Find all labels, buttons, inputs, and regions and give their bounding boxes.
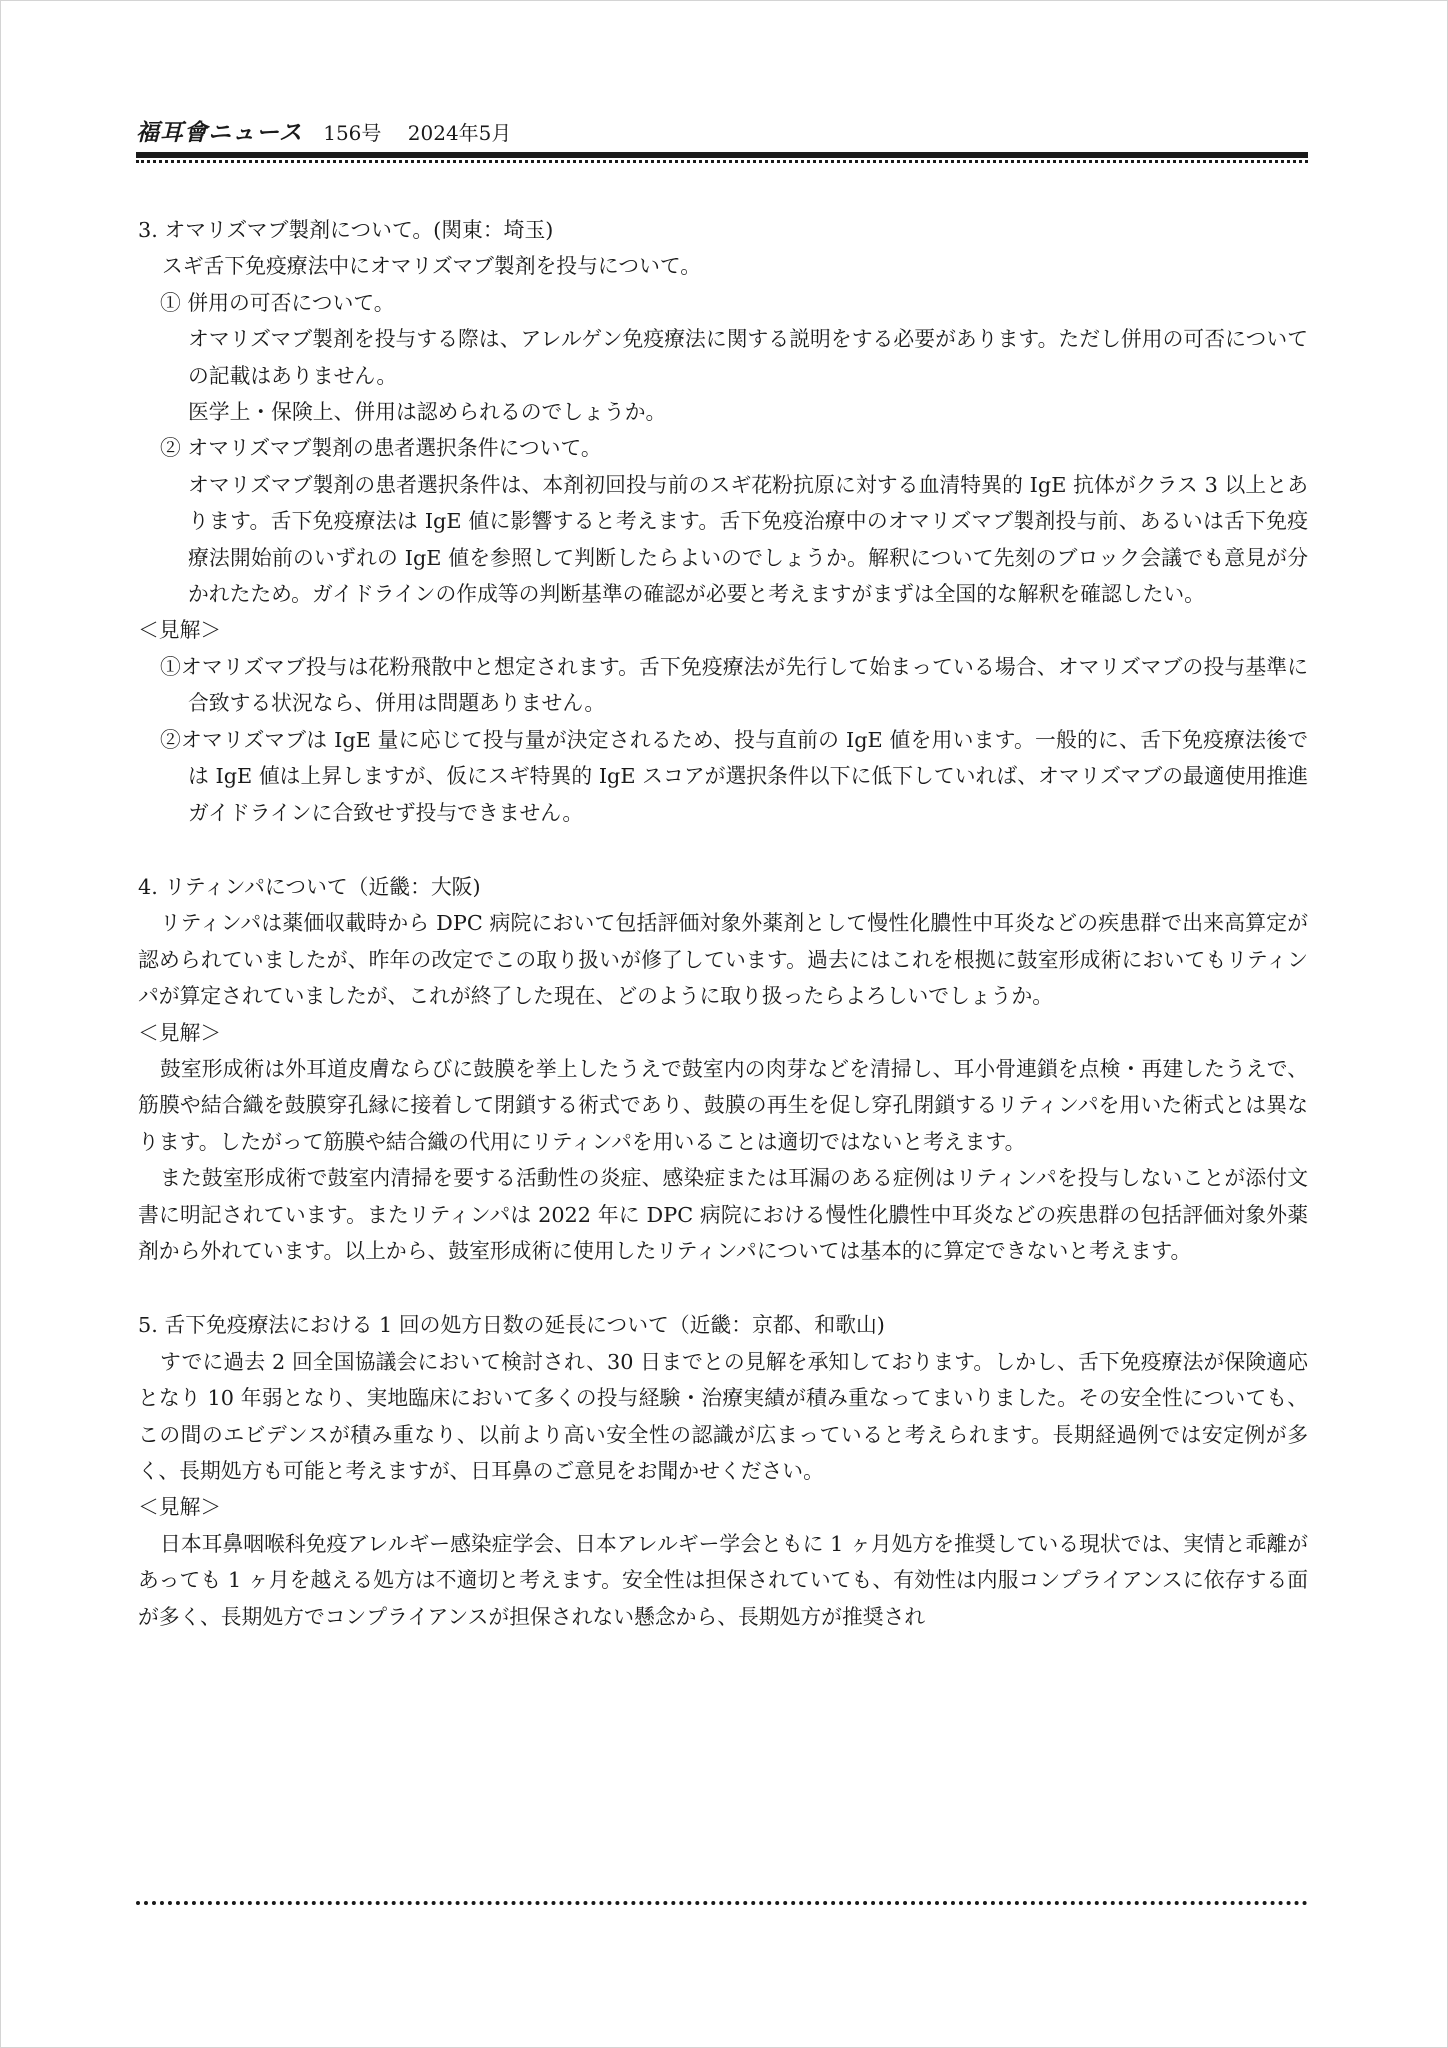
question-intro: スギ舌下免疫療法中にオマリズマブ製剤を投与について。 — [162, 254, 702, 279]
question-paragraph: オマリズマブ製剤を投与する際は、アレルゲン免疫療法に関する説明をする必要があります。ただし併用の可否についての記載はありません。 — [188, 327, 1308, 388]
question-paragraph: すでに過去 2 回全国協議会において検討され、30 日までとの見解を承知しております。しかし、舌下免疫療法が保険適応となり 10 年弱となり、実地臨床において多くの投与経験・治療実績が積み重なってまいりました。その安全性についても、この間のエビデンスが積み重なり、以前より高い安全性の認識が広まっていると考えられます。長期経過例では安定例が多く、長期処方も可能と考えますが、日耳鼻のご意見をお聞かせください。 — [138, 1349, 1308, 1483]
section-4 — [138, 869, 1308, 1269]
opinion-label: ＜見解＞ — [138, 1495, 222, 1520]
issue-date: 2024年5月 — [407, 121, 512, 145]
section-title: 3. オマリズマブ製剤について。(関東：埼玉) — [138, 218, 554, 242]
page-header — [136, 118, 1308, 148]
question-item-label: ② オマリズマブ製剤の患者選択条件について。 — [160, 436, 602, 461]
opinion-paragraph: 日本耳鼻咽喉科免疫アレルギー感染症学会、日本アレルギー学会ともに 1 ヶ月処方を推奨している現状では、実情と乖離があっても 1 ヶ月を越える処方は不適切と考えます。安全性は担保されていても、有効性は内服コンプライアンスに依存する面が多く、長期処方でコンプライアンスが担保されない懸念から、長期処方が推奨され — [138, 1531, 1308, 1629]
opinion-paragraph: また鼓室形成術で鼓室内清掃を要する活動性の炎症、感染症または耳漏のある症例はリティンパを投与しないことが添付文書に明記されています。またリティンパは 2022 年に DPC 病院における慢性化膿性中耳炎などの疾患群の包括評価対象外薬剤から外れています。以上から、鼓室形成術に使用したリティンパについては基本的に算定できないと考えます。 — [138, 1166, 1308, 1263]
question-paragraph: リティンパは薬価収載時から DPC 病院において包括評価対象外薬剤として慢性化膿性中耳炎などの疾患群で出来高算定が認められていましたが、昨年の改定でこの取り扱いが修了しています。過去にはこれを根拠に鼓室形成術においてもリティンパが算定されていましたが、これが終了した現在、どのように取り扱ったらよろしいでしょうか。 — [138, 911, 1308, 1009]
opinion-label: ＜見解＞ — [138, 1020, 222, 1045]
section-title: 5. 舌下免疫療法における 1 回の処方日数の延長について（近畿：京都、和歌山) — [138, 1313, 885, 1338]
opinion-paragraph: 鼓室形成術は外耳道皮膚ならびに鼓膜を挙上したうえで鼓室内の肉芽などを清掃し、耳小骨連鎖を点検・再建したうえで、筋膜や結合織を鼓膜穿孔縁に接着して閉鎖する術式であり、鼓膜の再生を促し穿孔閉鎖するリティンパを用いた術式とは異なります。したがって筋膜や結合織の代用にリティンパを用いることは適切ではないと考えます。 — [138, 1056, 1308, 1154]
footer-rule-dotted — [136, 1901, 1308, 1905]
header-rule-thick — [136, 152, 1308, 158]
question-paragraph: 医学上・保険上、併用は認められるのでしょうか。 — [188, 400, 667, 425]
issue-number: 156号 — [323, 121, 382, 145]
section-spacer — [138, 1269, 1308, 1307]
section-spacer — [138, 831, 1308, 869]
section-5 — [138, 1307, 1308, 1635]
article-body — [138, 212, 1308, 1635]
header-rule-dotted — [136, 160, 1308, 163]
opinion-paragraph: ①オマリズマブ投与は花粉飛散中と想定されます。舌下免疫療法が先行して始まっている場合、オマリズマブの投与基準に合致する状況なら、併用は問題ありません。 — [160, 654, 1308, 716]
question-paragraph: オマリズマブ製剤の患者選択条件は、本剤初回投与前のスギ花粉抗原に対する血清特異的 IgE 抗体がクラス 3 以上とあります。舌下免疫療法は IgE 値に影響すると考えます。舌下免疫治療中のオマリズマブ製剤投与前、あるいは舌下免疫療法開始前のいずれの IgE 値を参照して判断したらよいのでしょうか。解釈について先刻のブロック会議でも意見が分かれたため。ガイドラインの作成等の判断基準の確認が必要と考えますがまずは全国的な解釈を確認したい。 — [188, 472, 1308, 607]
newsletter-logo: 福耳會ニュース — [136, 120, 303, 146]
section-3 — [138, 212, 1308, 831]
opinion-label: ＜見解＞ — [138, 618, 222, 643]
section-title: 4. リティンパについて（近畿：大阪) — [138, 874, 481, 899]
question-item-label: ① 併用の可否について。 — [160, 290, 395, 315]
opinion-paragraph: ②オマリズマブは IgE 量に応じて投与量が決定されるため、投与直前の IgE 値を用います。一般的に、舌下免疫療法後では IgE 値は上昇しますが、仮にスギ特異的 IgE スコアが選択条件以下に低下していれば、オマリズマブの最適使用推進ガイドラインに合致せず投与できません。 — [160, 727, 1308, 825]
